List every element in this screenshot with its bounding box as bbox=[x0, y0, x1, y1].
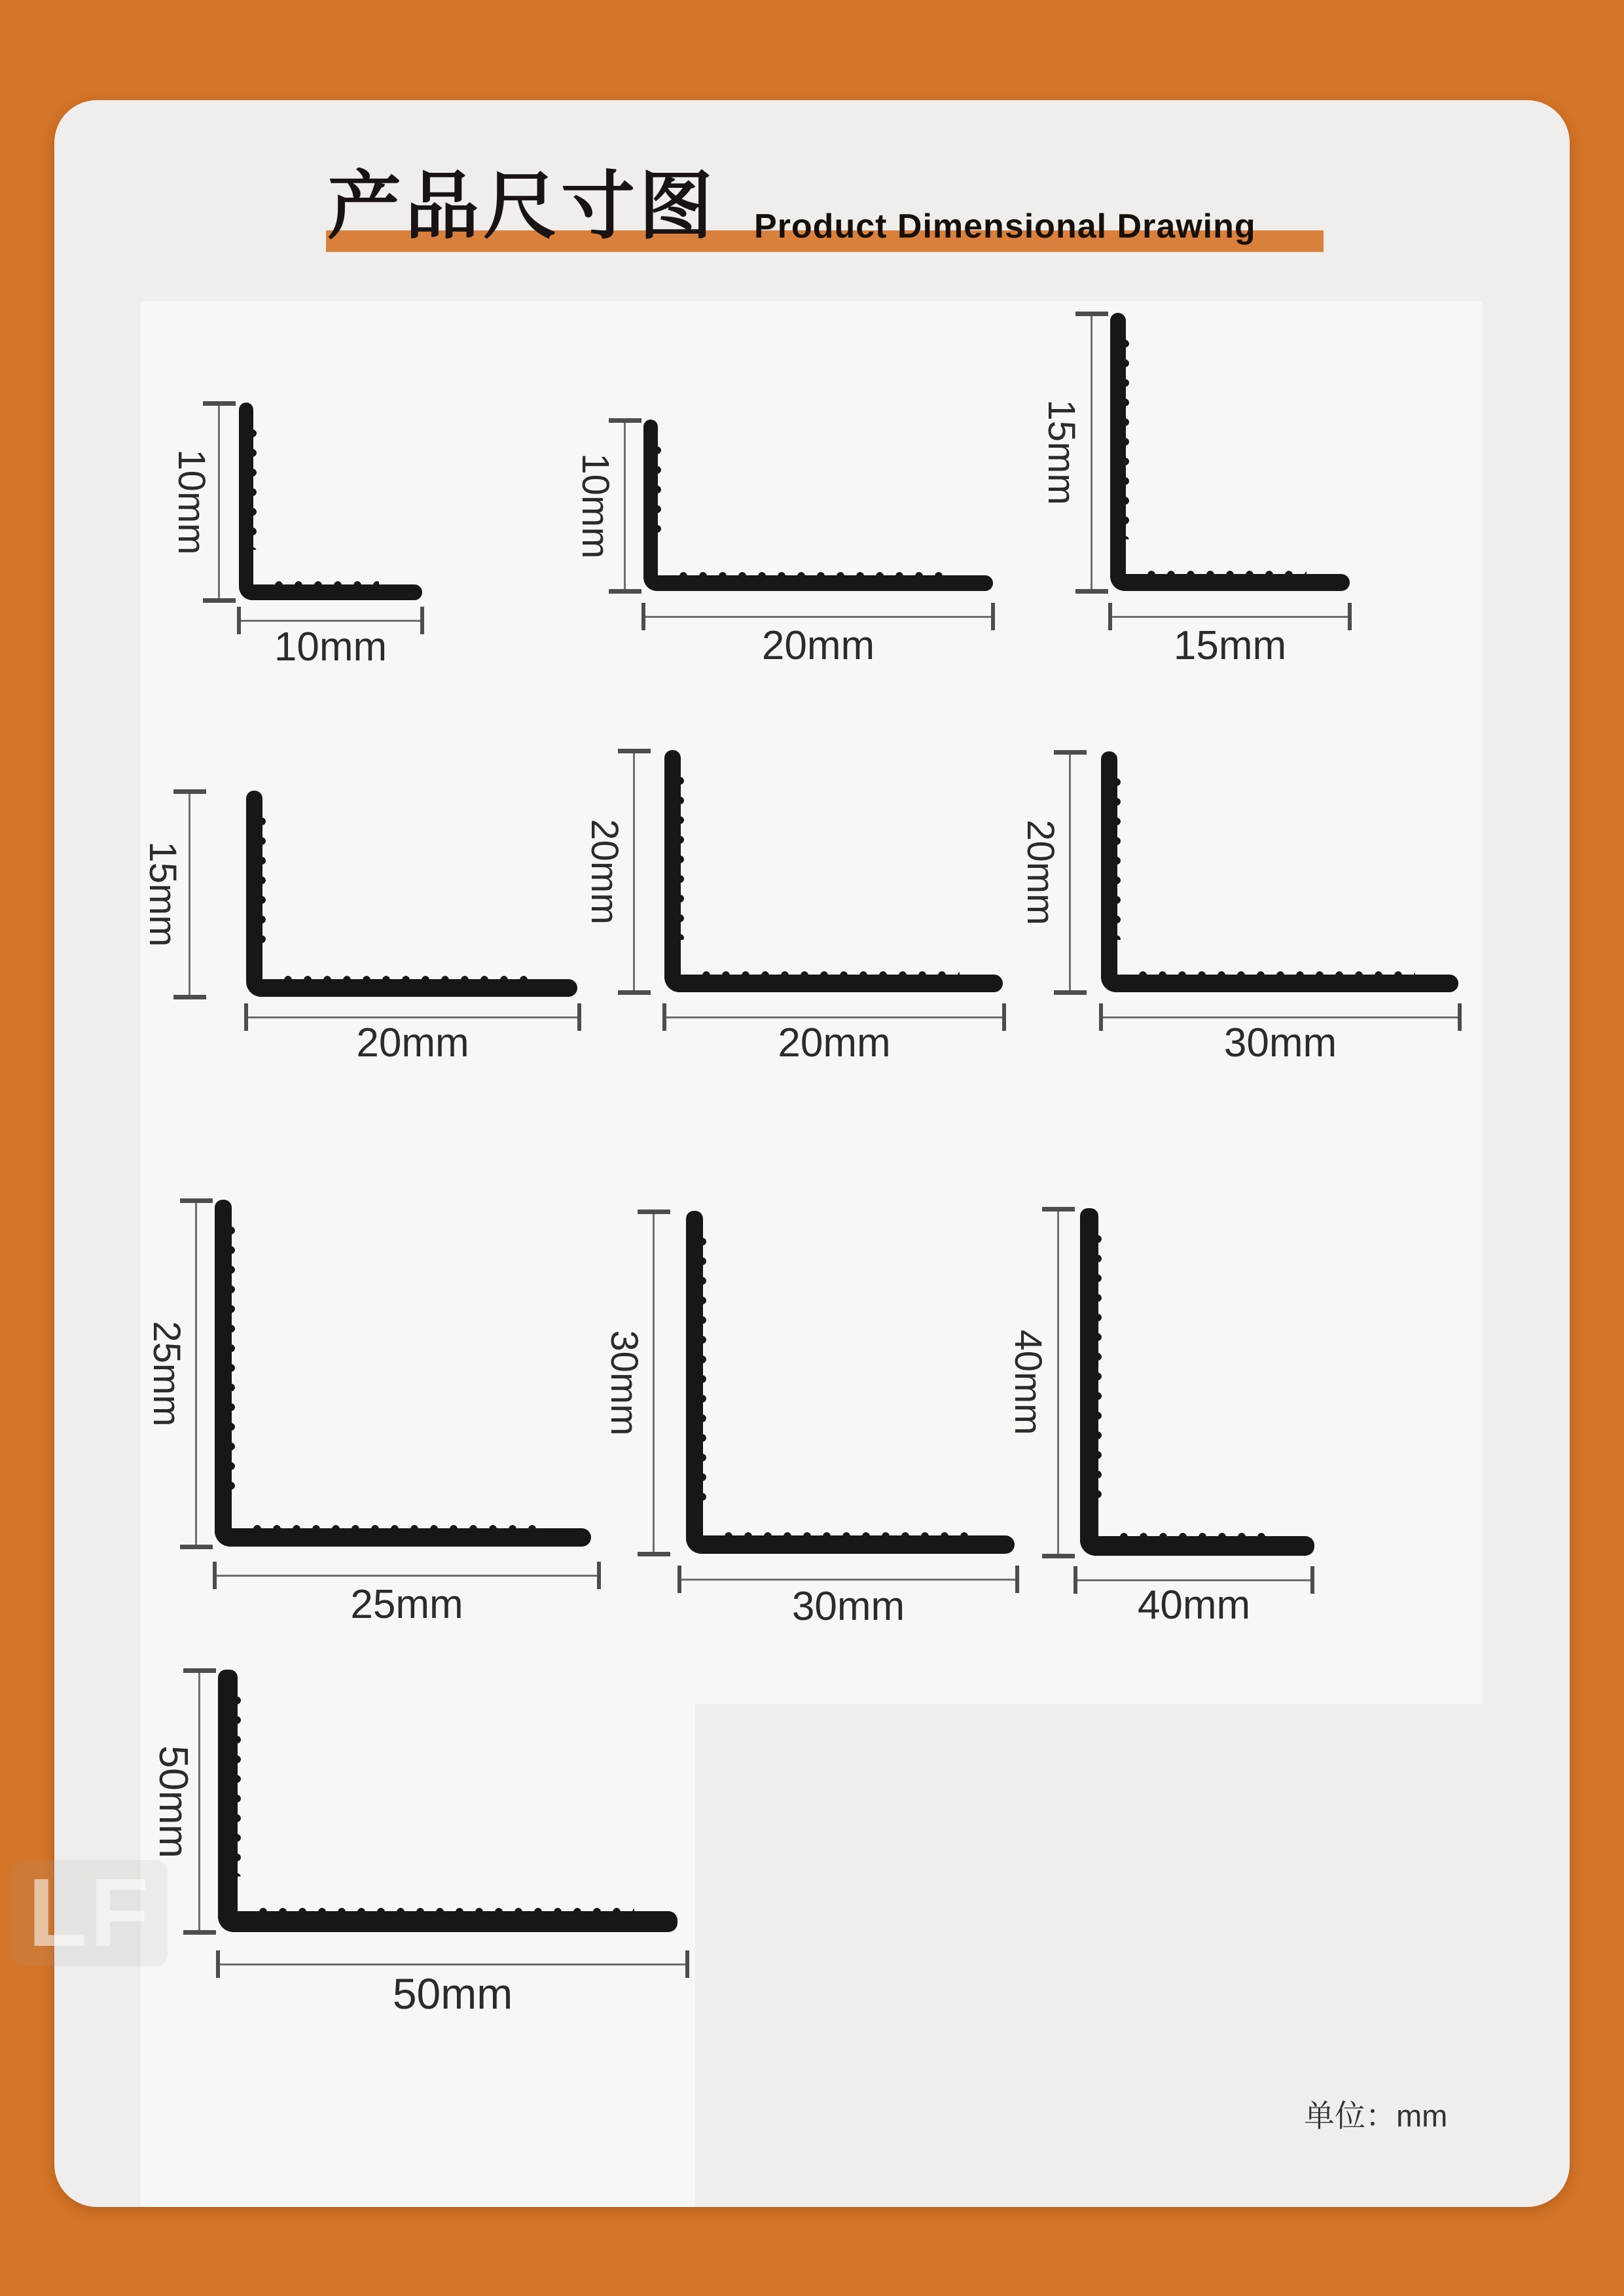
profile-horizontal-leg bbox=[686, 1535, 1015, 1554]
width-dimension-line bbox=[664, 1016, 1004, 1018]
profile-horizontal-leg bbox=[215, 1528, 591, 1547]
height-label: 20mm bbox=[1019, 819, 1062, 925]
unit-note: 单位：mm bbox=[1304, 2098, 1448, 2133]
dimension-tick bbox=[638, 1210, 670, 1214]
dimension-tick bbox=[1042, 1207, 1075, 1211]
height-label: 15mm bbox=[141, 841, 184, 947]
profile-horizontal-leg bbox=[218, 1911, 677, 1932]
profile-vertical-leg bbox=[664, 750, 681, 992]
dimension-tick bbox=[183, 1930, 216, 1935]
dimension-tick bbox=[183, 1668, 216, 1673]
dimension-tick bbox=[677, 1566, 681, 1593]
dimension-tick bbox=[244, 1003, 248, 1031]
dimension-tick bbox=[1042, 1554, 1075, 1558]
profile-vertical-leg bbox=[215, 1200, 232, 1547]
dimension-tick bbox=[662, 1003, 666, 1031]
height-label: 10mm bbox=[574, 453, 617, 559]
dimension-tick bbox=[641, 603, 645, 630]
drawings-panel-main bbox=[141, 301, 1483, 1704]
profile-vertical-leg bbox=[1080, 1208, 1098, 1556]
width-label: 30mm bbox=[1223, 1020, 1337, 1066]
width-label: 50mm bbox=[392, 1969, 513, 2018]
width-label: 10mm bbox=[274, 624, 388, 670]
dimension-tick bbox=[685, 1950, 689, 1978]
height-label: 40mm bbox=[1007, 1329, 1049, 1435]
dimension-tick bbox=[618, 990, 651, 995]
dimension-tick bbox=[1099, 1003, 1103, 1031]
width-dimension-line bbox=[246, 1016, 579, 1018]
profile-horizontal-leg bbox=[246, 979, 577, 997]
width-dimension-line bbox=[679, 1579, 1017, 1581]
brand-watermark: LF bbox=[12, 1860, 168, 1966]
width-dimension-line bbox=[1110, 616, 1350, 618]
profile-vertical-leg bbox=[218, 1670, 238, 1932]
height-dimension-line bbox=[1091, 314, 1092, 591]
profile-serration bbox=[702, 1232, 710, 1501]
width-dimension-line bbox=[218, 1964, 687, 1965]
profile-vertical-leg bbox=[246, 791, 262, 997]
dimension-tick bbox=[1054, 750, 1087, 755]
profile-horizontal-leg bbox=[1110, 574, 1350, 591]
profile-horizontal-leg bbox=[1101, 975, 1458, 992]
profile-serration bbox=[1133, 968, 1415, 975]
width-label: 30mm bbox=[791, 1584, 905, 1629]
dimension-tick bbox=[1074, 1566, 1077, 1594]
profile-serration bbox=[1125, 334, 1132, 539]
dimension-tick bbox=[618, 749, 651, 753]
height-dimension-line bbox=[624, 421, 626, 591]
profile-serration bbox=[680, 771, 687, 940]
profile-serration bbox=[1114, 1530, 1271, 1537]
width-label: 20mm bbox=[761, 623, 875, 668]
height-dimension-line bbox=[633, 751, 635, 992]
height-dimension-line bbox=[1069, 753, 1071, 992]
width-dimension-line bbox=[1101, 1016, 1460, 1018]
profile-serration bbox=[1142, 567, 1307, 575]
profile-serration bbox=[247, 1522, 548, 1529]
dimension-tick bbox=[1458, 1003, 1462, 1031]
page-title: 产品尺寸图 bbox=[327, 165, 717, 247]
profile-horizontal-leg bbox=[239, 584, 422, 600]
profile-vertical-leg bbox=[643, 420, 658, 591]
dimension-tick bbox=[1108, 603, 1112, 630]
dimension-tick bbox=[173, 789, 206, 794]
dimension-tick bbox=[609, 589, 641, 594]
width-dimension-line bbox=[643, 616, 993, 618]
profile-vertical-leg bbox=[1101, 751, 1117, 992]
profile-serration bbox=[1117, 772, 1124, 940]
dimension-tick bbox=[638, 1552, 670, 1556]
height-dimension-line bbox=[1057, 1210, 1059, 1556]
height-label: 25mm bbox=[145, 1321, 188, 1427]
height-label: 15mm bbox=[1040, 399, 1083, 505]
dimension-tick bbox=[609, 418, 641, 423]
profile-serration bbox=[278, 973, 534, 980]
height-label: 30mm bbox=[603, 1330, 645, 1436]
dimension-tick bbox=[597, 1562, 601, 1589]
profile-horizontal-leg bbox=[664, 975, 1003, 992]
profile-serration bbox=[237, 1691, 244, 1876]
height-dimension-line bbox=[198, 1671, 200, 1932]
dimension-tick bbox=[173, 995, 206, 999]
profile-serration bbox=[657, 440, 664, 541]
width-dimension-line bbox=[1075, 1579, 1312, 1581]
dimension-tick bbox=[1002, 1003, 1006, 1031]
profile-serration bbox=[674, 569, 950, 576]
height-label: 50mm bbox=[151, 1745, 196, 1859]
dimension-tick bbox=[216, 1950, 220, 1978]
profile-serration bbox=[1098, 1229, 1105, 1501]
height-dimension-line bbox=[195, 1201, 197, 1547]
height-dimension-line bbox=[653, 1212, 655, 1554]
profile-serration bbox=[719, 1529, 971, 1536]
dimension-tick bbox=[1075, 312, 1108, 316]
width-label: 15mm bbox=[1173, 623, 1287, 668]
profile-serration bbox=[262, 812, 269, 944]
height-dimension-line bbox=[218, 404, 220, 600]
height-label: 20mm bbox=[583, 819, 626, 925]
width-dimension-line bbox=[239, 620, 422, 622]
page-subtitle: Product Dimensional Drawing bbox=[754, 207, 1256, 245]
width-label: 25mm bbox=[350, 1582, 463, 1627]
dimension-tick bbox=[1310, 1566, 1314, 1594]
dimension-tick bbox=[213, 1562, 217, 1589]
dimension-tick bbox=[1348, 603, 1352, 630]
dimension-tick bbox=[991, 603, 995, 630]
height-dimension-line bbox=[189, 792, 190, 997]
width-label: 20mm bbox=[356, 1020, 469, 1066]
dimension-tick bbox=[1054, 990, 1087, 995]
dimension-tick bbox=[577, 1003, 581, 1031]
profile-serration bbox=[253, 1905, 634, 1912]
width-label: 20mm bbox=[778, 1020, 891, 1066]
width-dimension-line bbox=[215, 1575, 599, 1577]
dimension-tick bbox=[203, 598, 236, 603]
profile-serration bbox=[253, 423, 260, 550]
profile-vertical-leg bbox=[239, 403, 253, 600]
profile-vertical-leg bbox=[686, 1211, 703, 1554]
profile-horizontal-leg bbox=[1080, 1536, 1314, 1556]
profile-vertical-leg bbox=[1110, 313, 1126, 591]
height-label: 10mm bbox=[170, 449, 213, 555]
dimension-tick bbox=[1075, 589, 1108, 594]
profile-serration bbox=[696, 968, 960, 975]
dimension-tick bbox=[203, 401, 236, 406]
dimension-tick bbox=[180, 1198, 213, 1203]
dimension-tick bbox=[180, 1545, 213, 1549]
profile-horizontal-leg bbox=[643, 575, 993, 591]
width-label: 40mm bbox=[1137, 1583, 1251, 1628]
profile-serration bbox=[231, 1221, 238, 1494]
profile-serration bbox=[269, 578, 379, 585]
dimension-tick bbox=[1015, 1566, 1019, 1593]
